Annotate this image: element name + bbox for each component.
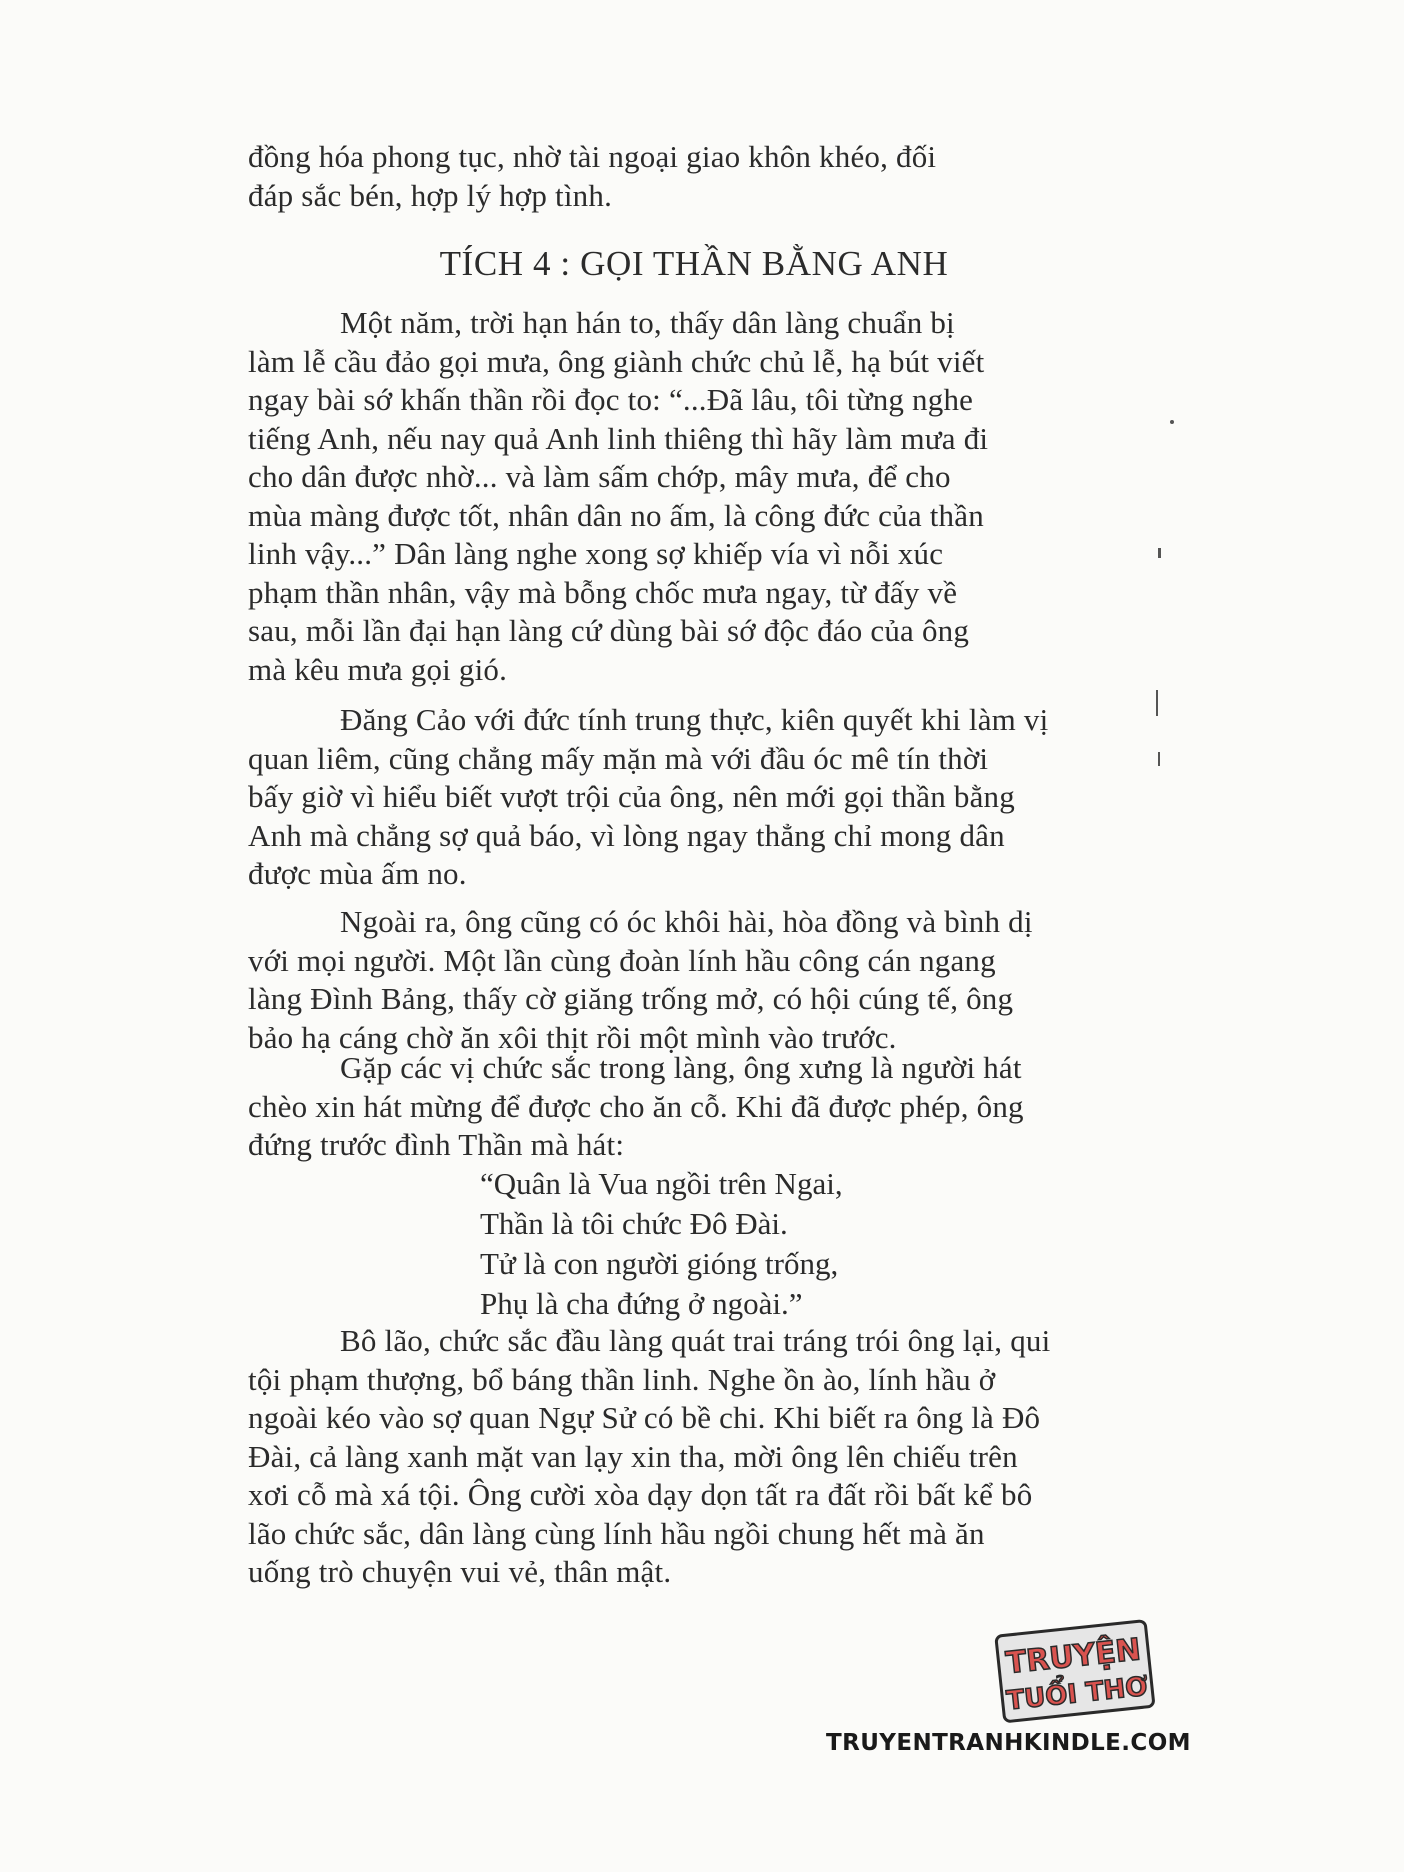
text-line: bảo hạ cáng chờ ăn xôi thịt rồi một mình vào trước. <box>248 1019 897 1055</box>
text-line: mà kêu mưa gọi gió. <box>248 651 508 687</box>
text-line: làng Đình Bảng, thấy cờ giăng trống mở, có hội cúng tế, ông <box>248 981 1014 1016</box>
text-line: quan liêm, cũng chẳng mấy mặn mà với đầu óc mê tín thời <box>248 740 989 776</box>
text-line: lão chức sắc, dân làng cùng lính hầu ngồi chung hết mà ăn <box>248 1515 985 1551</box>
text-line: sau, mỗi lần đại hạn làng cứ dùng bài sớ độc đáo của ông <box>248 613 970 648</box>
text-line: xơi cỗ mà xá tội. Ông cười xòa dạy dọn tất ra đất rồi bất kể bô <box>248 1477 1033 1512</box>
verse-line: “Quân là Vua ngồi trên Ngai, <box>480 1166 843 1201</box>
text-line: uống trò chuyện vui vẻ, thân mật. <box>248 1554 672 1589</box>
text-line: Anh mà chẳng sợ quả báo, vì lòng ngay thẳng chỉ mong dân <box>248 817 1005 853</box>
verse-line: Thần là tôi chức Đô Đài. <box>480 1206 788 1241</box>
scan-speck <box>1156 690 1158 716</box>
text-line: ngay bài sớ khấn thần rồi đọc to: “...Đã lâu, tôi từng nghe <box>248 382 974 417</box>
text-line: chèo xin hát mừng để được cho ăn cỗ. Khi đã được phép, ông <box>248 1088 1024 1124</box>
text-line: Gặp các vị chức sắc trong làng, ông xưng là người hát <box>340 1050 1022 1085</box>
text-line: với mọi người. Một lần cùng đoàn lính hầu công cán ngang <box>248 942 996 978</box>
scan-speck <box>1158 548 1161 558</box>
logo-line-1: TRUYỆN <box>1004 1632 1143 1682</box>
paragraph-2 <box>248 701 1140 894</box>
text-line: làm lễ cầu đảo gọi mưa, ông giành chức chủ lễ, hạ bút viết <box>248 343 985 379</box>
text-line: bấy giờ vì hiểu biết vượt trội của ông, nên mới gọi thần bằng <box>248 779 1015 814</box>
intro-paragraph <box>248 138 1140 215</box>
text-line: Ngoài ra, ông cũng có óc khôi hài, hòa đồng và bình dị <box>340 904 1033 939</box>
logo-line-2: TUỔI THƠ <box>1005 1671 1150 1717</box>
text-line: mùa màng được tốt, nhân dân no ấm, là công đức của thần <box>248 497 984 533</box>
text-line: ngoài kéo vào sợ quan Ngự Sử có bề chi. Khi biết ra ông là Đô <box>248 1400 1041 1435</box>
text-line: Bô lão, chức sắc đầu làng quát trai tráng trói ông lại, qui <box>340 1323 1051 1358</box>
paragraph-1 <box>248 304 1140 689</box>
truyen-tuoi-tho-logo <box>992 1618 1162 1726</box>
paragraph-4 <box>248 1049 1140 1165</box>
text-line: Một năm, trời hạn hán to, thấy dân làng chuẩn bị <box>340 305 955 340</box>
text-line: đáp sắc bén, hợp lý hợp tình. <box>248 177 613 213</box>
scan-speck <box>1158 752 1160 766</box>
text-line: phạm thần nhân, vậy mà bỗng chốc mưa ngay, từ đấy về <box>248 574 958 610</box>
verse-block <box>480 1164 843 1324</box>
paragraph-5 <box>248 1322 1140 1592</box>
text-line: được mùa ấm no. <box>248 856 467 891</box>
text-line: đồng hóa phong tục, nhờ tài ngoại giao khôn khéo, đối <box>248 139 937 174</box>
paragraph-3 <box>248 903 1140 1057</box>
watermark-url: TRUYENTRANHKINDLE.COM <box>826 1730 1191 1756</box>
text-line: Đăng Cảo với đức tính trung thực, kiên quyết khi làm vị <box>340 702 1049 737</box>
text-line: cho dân được nhờ... và làm sấm chớp, mây mưa, để cho <box>248 459 951 494</box>
section-heading: TÍCH 4 : GỌI THẦN BẰNG ANH <box>439 244 949 283</box>
scan-speck <box>1170 420 1174 424</box>
text-line: đứng trước đình Thần mà hát: <box>248 1127 625 1162</box>
text-line: linh vậy...” Dân làng nghe xong sợ khiếp vía vì nỗi xúc <box>248 536 944 571</box>
text-line: tội phạm thượng, bổ báng thần linh. Nghe ồn ào, lính hầu ở <box>248 1361 996 1397</box>
text-line: Đài, cả làng xanh mặt van lạy xin tha, mời ông lên chiếu trên <box>248 1438 1018 1474</box>
verse-line: Phụ là cha đứng ở ngoài.” <box>480 1286 803 1321</box>
text-line: tiếng Anh, nếu nay quả Anh linh thiêng thì hãy làm mưa đi <box>248 420 989 456</box>
verse-line: Tử là con người gióng trống, <box>480 1246 839 1281</box>
